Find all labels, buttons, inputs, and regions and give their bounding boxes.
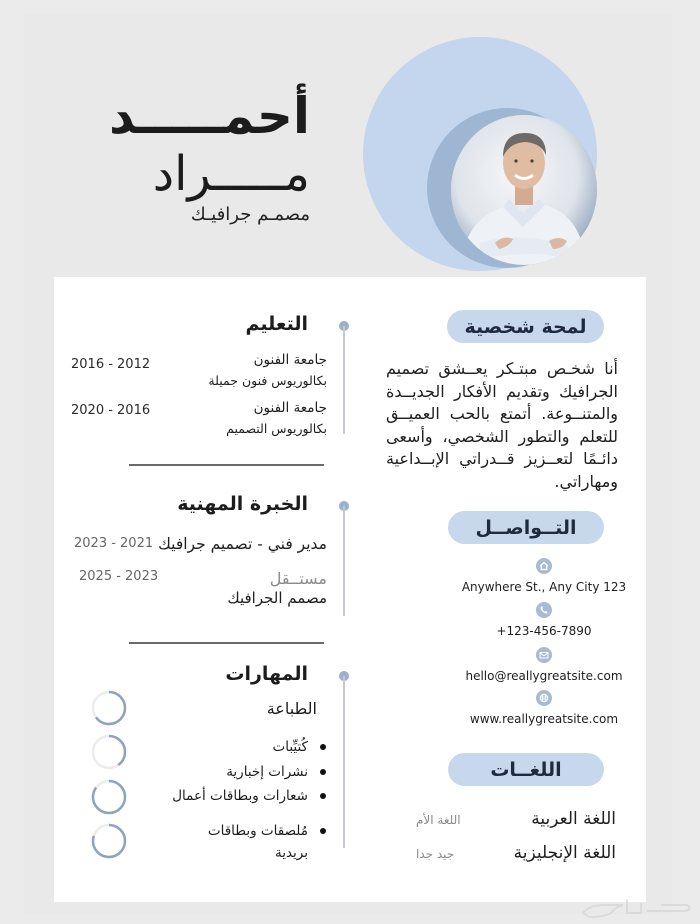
skill-level-ring: [90, 689, 128, 727]
skill-label: بريدية: [274, 845, 308, 861]
skill-item: [206, 761, 326, 783]
education-degree: بكالوريوس التصميم: [226, 421, 327, 436]
experience-years: 2025 - 2023: [79, 569, 159, 584]
bullet-icon: [320, 793, 326, 799]
skill-item-continued: [206, 842, 326, 864]
skill-label: شعارات وبطاقات أعمال: [172, 788, 308, 804]
language-level: جيد جدا: [416, 847, 455, 861]
timeline-line: [343, 506, 345, 616]
experience-position: مصمم الجرافيك: [227, 589, 327, 607]
profile-photo: [451, 115, 597, 265]
education-years: 2016 - 2012: [71, 357, 151, 372]
skill-label: نشرات إخبارية: [226, 764, 308, 780]
language-level: اللغة الأم: [416, 813, 461, 827]
bullet-icon: [320, 769, 326, 775]
languages-section-title: اللغــات: [448, 753, 604, 786]
home-icon: [536, 558, 552, 574]
person-portrait-icon: [451, 115, 597, 265]
last-name: مـــــراد: [152, 146, 310, 202]
job-title: مصمـم جرافيـك: [190, 204, 310, 225]
education-years: 2020 - 2016: [71, 403, 151, 418]
first-name: أحمـــــد: [108, 87, 310, 145]
skill-item: [206, 736, 326, 758]
education-school: جامعة الفنون: [253, 400, 327, 416]
globe-icon: [536, 690, 552, 706]
website-link[interactable]: www.reallygreatsite.com: [469, 712, 619, 726]
watermark-logo: [575, 893, 700, 921]
experience-role: مدير فني - تصميم جرافيك: [158, 535, 327, 553]
contact-section-title: التــواصــل: [448, 511, 604, 544]
skills-title: المهارات: [225, 663, 308, 685]
education-degree: بكالوريوس فنون جميلة: [208, 373, 327, 388]
contact-address: [446, 558, 642, 594]
profile-text: أنا شخـص مبتـكر يعــشق تصميم الجرافيك وتقديم الأفكار الجديــدة والمتنــوعة. أتمتع بالحب العميــق للتعلم والتطور الشخصي، وأسعى دائـمًا لتعــزيز قــدراتي الإبــداعية ومهاراتي.: [386, 359, 618, 491]
phone-text[interactable]: +123-456-7890: [496, 624, 592, 638]
timeline-line: [343, 676, 345, 848]
name-block: [108, 87, 310, 225]
language-name: اللغة الإنجليزية: [513, 843, 616, 863]
experience-role: مستــقل: [269, 569, 327, 588]
timeline-line: [343, 326, 345, 434]
language-row: [416, 843, 616, 863]
language-name: اللغة العربية: [531, 809, 616, 829]
profile-section-title: لمحة شخصية: [447, 310, 604, 343]
skill-level-ring: [90, 778, 128, 816]
phone-icon: [536, 602, 552, 618]
skill-level-ring: [90, 733, 128, 771]
contact-phone: [446, 602, 642, 638]
email-link[interactable]: hello@reallygreatsite.com: [465, 669, 623, 683]
address-text: Anywhere St., Any City 123: [461, 580, 627, 594]
skill-item: [206, 820, 326, 842]
education-title: التعليم: [245, 313, 308, 335]
education-school: جامعة الفنون: [253, 352, 327, 368]
contact-website: [446, 690, 642, 726]
skill-level-ring: [90, 822, 128, 860]
mail-icon: [536, 647, 552, 663]
skills-heading: الطباعة: [266, 699, 317, 718]
bullet-icon: [320, 744, 326, 750]
skill-label: مُلصقات وبطاقات: [207, 823, 308, 839]
skill-label: كُتيِّبات: [272, 739, 308, 755]
contact-email: [446, 647, 642, 683]
experience-title: الخبرة المهنية: [177, 493, 308, 515]
language-row: [416, 809, 616, 829]
skill-item: [156, 785, 326, 807]
bullet-icon: [320, 828, 326, 834]
experience-years: 2023 - 2021: [74, 536, 154, 551]
section-divider: [129, 642, 324, 644]
section-divider: [129, 464, 324, 466]
